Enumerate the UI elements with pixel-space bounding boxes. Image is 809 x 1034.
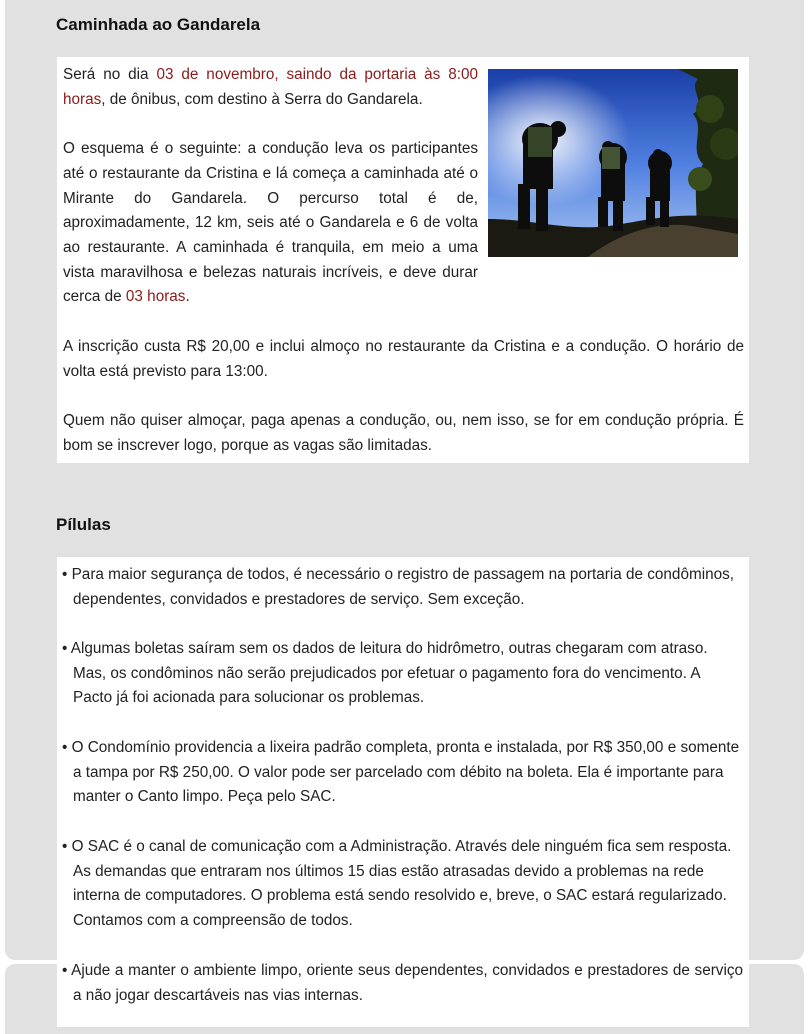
date-text-suffix: , de ônibus, com destino à Serra do Gandarela. xyxy=(101,90,423,108)
hikers-photo xyxy=(488,69,738,257)
duration-highlight: 03 horas xyxy=(125,288,186,306)
caminhada-paragraph-scheme xyxy=(63,137,478,310)
scheme-text: O esquema é o seguinte: a condução leva os participantes até o restaurante da Cristina e lá começa a caminhada até o Mirante do Gandarela. O percurso total é de, aproximadamente, 12 km, seis até o Gandarela e 6 de volta ao restaurante. A caminhada é tranquila, em meio a uma vista maravilhosa e belezas naturais incríveis, e deve durar cerca de xyxy=(63,140,478,306)
pilulas-list xyxy=(57,557,749,1027)
caminhada-intro xyxy=(63,63,478,310)
date-highlight: 03 de novembro, saindo da portaria às 8:00 horas xyxy=(63,66,478,108)
section-title-pilulas: Pílulas xyxy=(56,515,111,534)
caminhada-paragraph-price: A inscrição custa R$ 20,00 e inclui almoço no restaurante da Cristina e a condução. O horário de volta está previsto para 13:00. xyxy=(63,338,744,380)
list-item: • Ajude a manter o ambiente limpo, oriente seus dependentes, convidados e prestadores de serviço a não jogar descartáveis nas vias internas. xyxy=(62,962,743,1004)
list-item: • Algumas boletas saíram sem os dados de leitura do hidrômetro, outras chegaram com atraso. Mas, os condôminos não serão prejudicados por efetuar o pagamento fora do vencimento. A Pacto já foi acionada para solucionar os problemas. xyxy=(62,640,708,707)
caminhada-paragraph-notes: Quem não quiser almoçar, paga apenas a condução, ou, nem isso, se for em condução própria. É bom se inscrever logo, porque as vagas são limitadas. xyxy=(63,412,744,454)
caminhada-article xyxy=(57,57,749,463)
section-title-caminhada: Caminhada ao Gandarela xyxy=(56,15,261,34)
list-item: • Para maior segurança de todos, é necessário o registro de passagem na portaria de condôminos, dependentes, convidados e prestadores de serviço. Sem exceção. xyxy=(62,566,735,608)
list-item: • O SAC é o canal de comunicação com a Administração. Através dele ninguém fica sem resposta. As demandas que entraram nos últimos 15 dias estão atrasadas devido a problemas na rede interna de computadores. O problema está sendo resolvido e, breve, o SAC estará regularizado. Contamos com a compreensão de todos. xyxy=(62,838,732,930)
date-text-prefix: Será no dia xyxy=(63,66,157,83)
caminhada-paragraph-date xyxy=(63,63,478,112)
list-item: • O Condomínio providencia a lixeira padrão completa, pronta e instalada, por R$ 350,00 e somente a tampa por R$ 250,00. O valor pode ser parcelado com débito na boleta. Ela é importante para manter o Canto limpo. Peça pelo SAC. xyxy=(62,739,740,806)
scheme-text-suffix: . xyxy=(185,288,190,306)
